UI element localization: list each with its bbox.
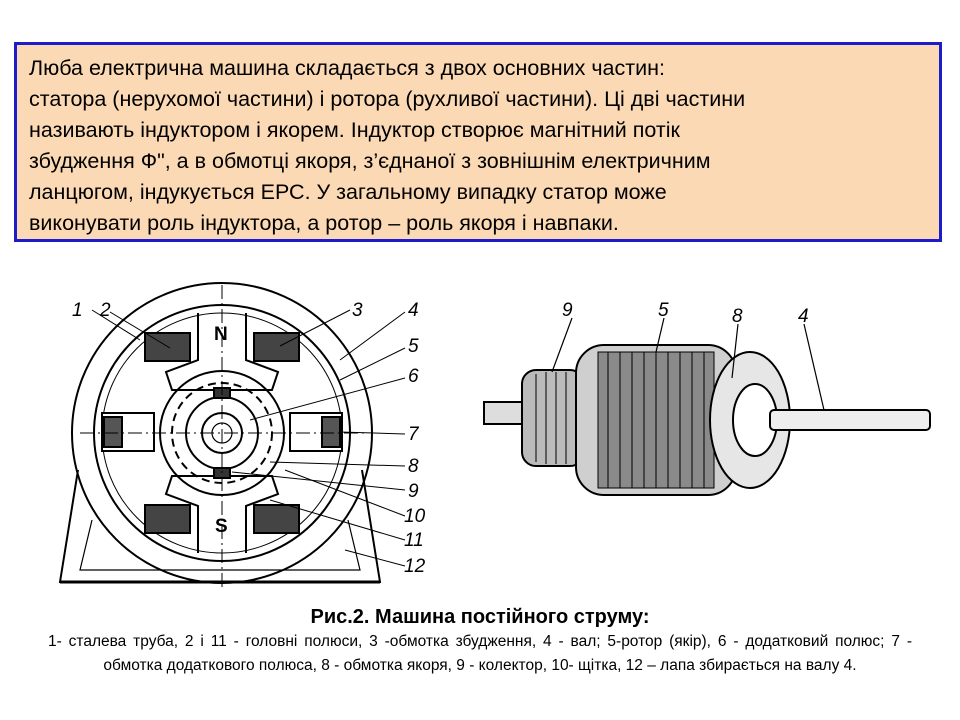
left-label-3: 3 — [352, 300, 363, 321]
left-label-4: 4 — [408, 300, 419, 321]
figure-caption — [20, 604, 940, 678]
dc-machine-cross-section-figure — [0, 0, 480, 600]
pole-n-label: N — [214, 324, 228, 345]
caption-legend: 1- сталева труба, 2 і 11 - головні полюси, 3 -обмотка збудження, 4 - вал; 5-ротор (якір), 6 - додатковий полюс; 7 - обмотка додаткового полюса, 8 - обмотка якоря, 9 - колектор, 10- щітка, 12 – лапа збирається на валу 4. — [48, 633, 912, 674]
left-label-6: 6 — [408, 366, 419, 387]
left-label-11: 11 — [404, 530, 424, 551]
right-label-4: 4 — [798, 306, 809, 327]
right-label-5: 5 — [658, 300, 669, 321]
pole-s-label: S — [215, 516, 228, 537]
left-label-7: 7 — [408, 424, 419, 445]
left-label-9: 9 — [408, 481, 419, 502]
caption-title: Рис.2. Машина постійного струму: — [310, 606, 650, 628]
left-label-12: 12 — [404, 556, 426, 577]
left-label-5: 5 — [408, 336, 419, 357]
rotor-armature-figure — [480, 0, 960, 600]
right-label-8: 8 — [732, 306, 743, 327]
left-label-8: 8 — [408, 456, 419, 477]
intro-paragraph: Люба електрична машина складається з двох основних частин: статора (нерухомої частини) і ротора (рухливої частини). Ці дві частини називають індуктором і якорем. Індуктор створює магнітний потік збудження Ф", а в обмотці якоря, з’єднаної з зовнішнім електричним ланцюгом, індукується ЕРС. У загальному випадку статор може виконувати роль індуктора, а ротор – роль якоря і навпаки. — [29, 56, 746, 235]
right-label-9: 9 — [562, 300, 573, 321]
left-label-1: 1 — [72, 300, 83, 321]
left-label-2: 2 — [100, 300, 111, 321]
left-label-10: 10 — [404, 506, 426, 527]
